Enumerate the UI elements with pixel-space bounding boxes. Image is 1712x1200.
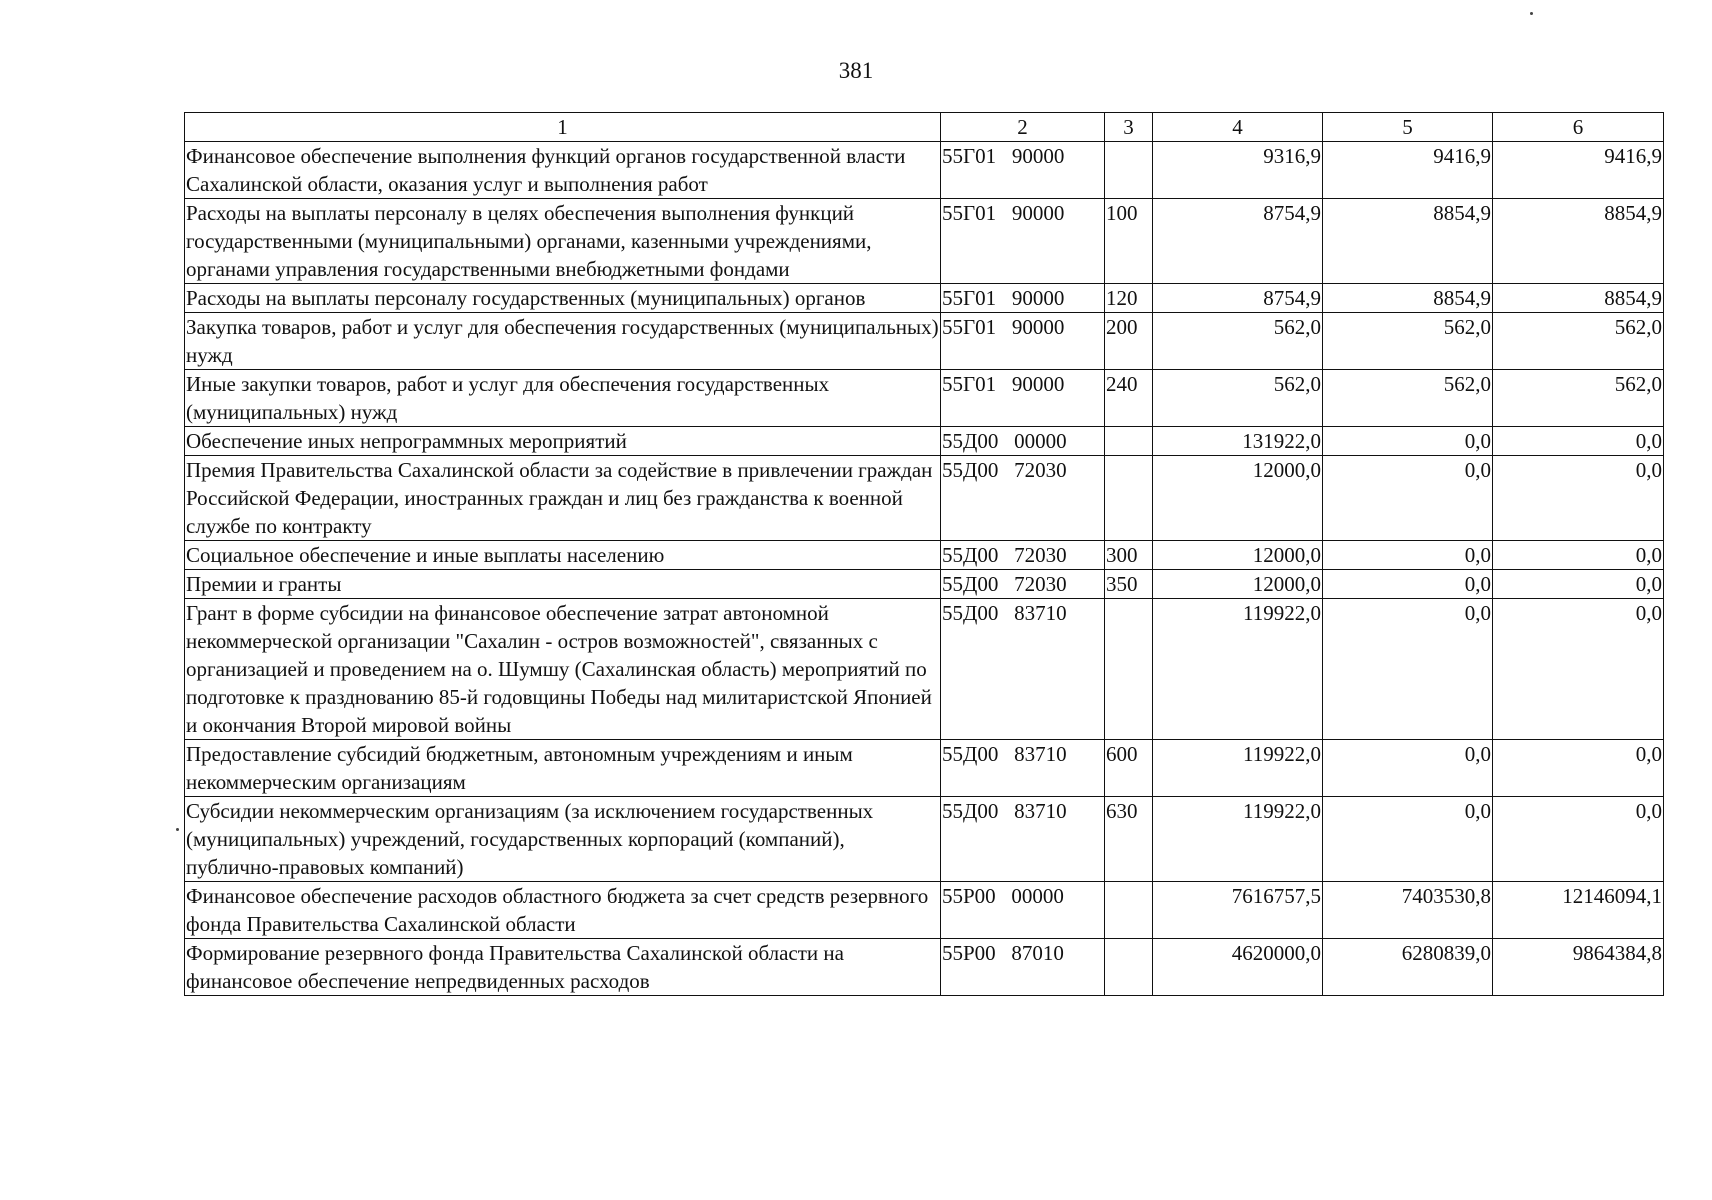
row-expense-type bbox=[1105, 939, 1153, 996]
row-value-col6: 562,0 bbox=[1493, 370, 1664, 427]
row-value-col6: 8854,9 bbox=[1493, 284, 1664, 313]
row-expense-type: 100 bbox=[1105, 199, 1153, 284]
row-target-code: 55Р00 87010 bbox=[941, 939, 1105, 996]
row-value-col5: 0,0 bbox=[1323, 740, 1493, 797]
row-value-col4: 12000,0 bbox=[1153, 456, 1323, 541]
row-value-col5: 0,0 bbox=[1323, 541, 1493, 570]
row-value-col4: 7616757,5 bbox=[1153, 882, 1323, 939]
row-value-col5: 0,0 bbox=[1323, 797, 1493, 882]
row-value-col4: 131922,0 bbox=[1153, 427, 1323, 456]
column-header: 2 bbox=[941, 113, 1105, 142]
row-name: Субсидии некоммерческим организациям (за исключением государственных (муниципальных) учреждений, государственных корпораций (компаний), публично-правовых компаний) bbox=[185, 797, 941, 882]
row-name: Предоставление субсидий бюджетным, автономным учреждениям и иным некоммерческим организациям bbox=[185, 740, 941, 797]
row-target-code: 55Д00 83710 bbox=[941, 797, 1105, 882]
row-expense-type: 600 bbox=[1105, 740, 1153, 797]
scan-speck bbox=[176, 828, 179, 831]
row-target-code: 55Р00 00000 bbox=[941, 882, 1105, 939]
table-row bbox=[185, 797, 1664, 882]
row-value-col5: 0,0 bbox=[1323, 427, 1493, 456]
row-value-col4: 4620000,0 bbox=[1153, 939, 1323, 996]
table-row bbox=[185, 313, 1664, 370]
table-row bbox=[185, 599, 1664, 740]
scan-speck bbox=[1530, 12, 1533, 15]
row-name: Иные закупки товаров, работ и услуг для обеспечения государственных (муниципальных) нужд bbox=[185, 370, 941, 427]
table-header bbox=[185, 113, 1664, 142]
row-value-col4: 12000,0 bbox=[1153, 541, 1323, 570]
row-expense-type: 120 bbox=[1105, 284, 1153, 313]
row-expense-type: 350 bbox=[1105, 570, 1153, 599]
row-target-code: 55Г01 90000 bbox=[941, 142, 1105, 199]
row-target-code: 55Д00 83710 bbox=[941, 740, 1105, 797]
table-row bbox=[185, 570, 1664, 599]
row-target-code: 55Г01 90000 bbox=[941, 313, 1105, 370]
row-value-col6: 9864384,8 bbox=[1493, 939, 1664, 996]
row-value-col6: 562,0 bbox=[1493, 313, 1664, 370]
table-row bbox=[185, 199, 1664, 284]
row-name: Формирование резервного фонда Правительства Сахалинской области на финансовое обеспечение непредвиденных расходов bbox=[185, 939, 941, 996]
row-name: Финансовое обеспечение выполнения функций органов государственной власти Сахалинской области, оказания услуг и выполнения работ bbox=[185, 142, 941, 199]
row-value-col5: 7403530,8 bbox=[1323, 882, 1493, 939]
row-value-col6: 0,0 bbox=[1493, 740, 1664, 797]
column-header: 1 bbox=[185, 113, 941, 142]
table-row bbox=[185, 740, 1664, 797]
row-name: Премии и гранты bbox=[185, 570, 941, 599]
row-expense-type: 200 bbox=[1105, 313, 1153, 370]
row-value-col6: 9416,9 bbox=[1493, 142, 1664, 199]
row-target-code: 55Д00 72030 bbox=[941, 541, 1105, 570]
row-value-col6: 0,0 bbox=[1493, 427, 1664, 456]
table-row bbox=[185, 882, 1664, 939]
row-value-col6: 0,0 bbox=[1493, 541, 1664, 570]
page-number: 381 bbox=[838, 58, 874, 83]
row-value-col6: 0,0 bbox=[1493, 570, 1664, 599]
row-expense-type bbox=[1105, 456, 1153, 541]
row-value-col4: 119922,0 bbox=[1153, 740, 1323, 797]
row-value-col5: 8854,9 bbox=[1323, 284, 1493, 313]
row-value-col5: 9416,9 bbox=[1323, 142, 1493, 199]
table-row bbox=[185, 427, 1664, 456]
row-target-code: 55Д00 72030 bbox=[941, 456, 1105, 541]
row-value-col4: 119922,0 bbox=[1153, 797, 1323, 882]
table-row bbox=[185, 142, 1664, 199]
row-value-col6: 0,0 bbox=[1493, 456, 1664, 541]
row-name: Социальное обеспечение и иные выплаты населению bbox=[185, 541, 941, 570]
column-header: 5 bbox=[1323, 113, 1493, 142]
row-value-col4: 562,0 bbox=[1153, 313, 1323, 370]
row-expense-type: 300 bbox=[1105, 541, 1153, 570]
row-value-col5: 0,0 bbox=[1323, 599, 1493, 740]
row-value-col5: 8854,9 bbox=[1323, 199, 1493, 284]
row-value-col6: 12146094,1 bbox=[1493, 882, 1664, 939]
row-name: Обеспечение иных непрограммных мероприятий bbox=[185, 427, 941, 456]
row-name: Закупка товаров, работ и услуг для обеспечения государственных (муниципальных) нужд bbox=[185, 313, 941, 370]
row-value-col6: 8854,9 bbox=[1493, 199, 1664, 284]
row-value-col4: 9316,9 bbox=[1153, 142, 1323, 199]
row-value-col4: 562,0 bbox=[1153, 370, 1323, 427]
row-target-code: 55Д00 83710 bbox=[941, 599, 1105, 740]
row-expense-type bbox=[1105, 599, 1153, 740]
row-target-code: 55Г01 90000 bbox=[941, 284, 1105, 313]
column-header: 3 bbox=[1105, 113, 1153, 142]
table-row bbox=[185, 370, 1664, 427]
row-expense-type: 630 bbox=[1105, 797, 1153, 882]
row-expense-type bbox=[1105, 427, 1153, 456]
table-row bbox=[185, 939, 1664, 996]
row-target-code: 55Г01 90000 bbox=[941, 199, 1105, 284]
row-name: Расходы на выплаты персоналу в целях обеспечения выполнения функций государственными (муниципальными) органами, казенными учреждениями, органами управления государственными внебюджетными фондами bbox=[185, 199, 941, 284]
row-value-col6: 0,0 bbox=[1493, 797, 1664, 882]
row-value-col4: 12000,0 bbox=[1153, 570, 1323, 599]
row-value-col4: 8754,9 bbox=[1153, 199, 1323, 284]
row-value-col6: 0,0 bbox=[1493, 599, 1664, 740]
table-row bbox=[185, 284, 1664, 313]
row-value-col5: 0,0 bbox=[1323, 570, 1493, 599]
column-header: 6 bbox=[1493, 113, 1664, 142]
table-row bbox=[185, 456, 1664, 541]
row-value-col5: 0,0 bbox=[1323, 456, 1493, 541]
row-expense-type: 240 bbox=[1105, 370, 1153, 427]
budget-table bbox=[184, 112, 1664, 996]
row-expense-type bbox=[1105, 142, 1153, 199]
row-value-col5: 562,0 bbox=[1323, 313, 1493, 370]
row-name: Расходы на выплаты персоналу государственных (муниципальных) органов bbox=[185, 284, 941, 313]
column-header: 4 bbox=[1153, 113, 1323, 142]
row-expense-type bbox=[1105, 882, 1153, 939]
row-name: Грант в форме субсидии на финансовое обеспечение затрат автономной некоммерческой организации "Сахалин - остров возможностей", связанных с организацией и проведением на о. Шумшу (Сахалинская область) мероприятий по подготовке к празднованию 85-й годовщины Победы над милитаристской Японией и окончания Второй мировой войны bbox=[185, 599, 941, 740]
row-target-code: 55Г01 90000 bbox=[941, 370, 1105, 427]
row-value-col4: 8754,9 bbox=[1153, 284, 1323, 313]
row-value-col5: 562,0 bbox=[1323, 370, 1493, 427]
table-row bbox=[185, 541, 1664, 570]
header-row bbox=[185, 113, 1664, 142]
row-value-col4: 119922,0 bbox=[1153, 599, 1323, 740]
row-target-code: 55Д00 72030 bbox=[941, 570, 1105, 599]
row-value-col5: 6280839,0 bbox=[1323, 939, 1493, 996]
row-target-code: 55Д00 00000 bbox=[941, 427, 1105, 456]
row-name: Премия Правительства Сахалинской области за содействие в привлечении граждан Российской Федерации, иностранных граждан и лиц без гражданства к военной службе по контракту bbox=[185, 456, 941, 541]
row-name: Финансовое обеспечение расходов областного бюджета за счет средств резервного фонда Правительства Сахалинской области bbox=[185, 882, 941, 939]
